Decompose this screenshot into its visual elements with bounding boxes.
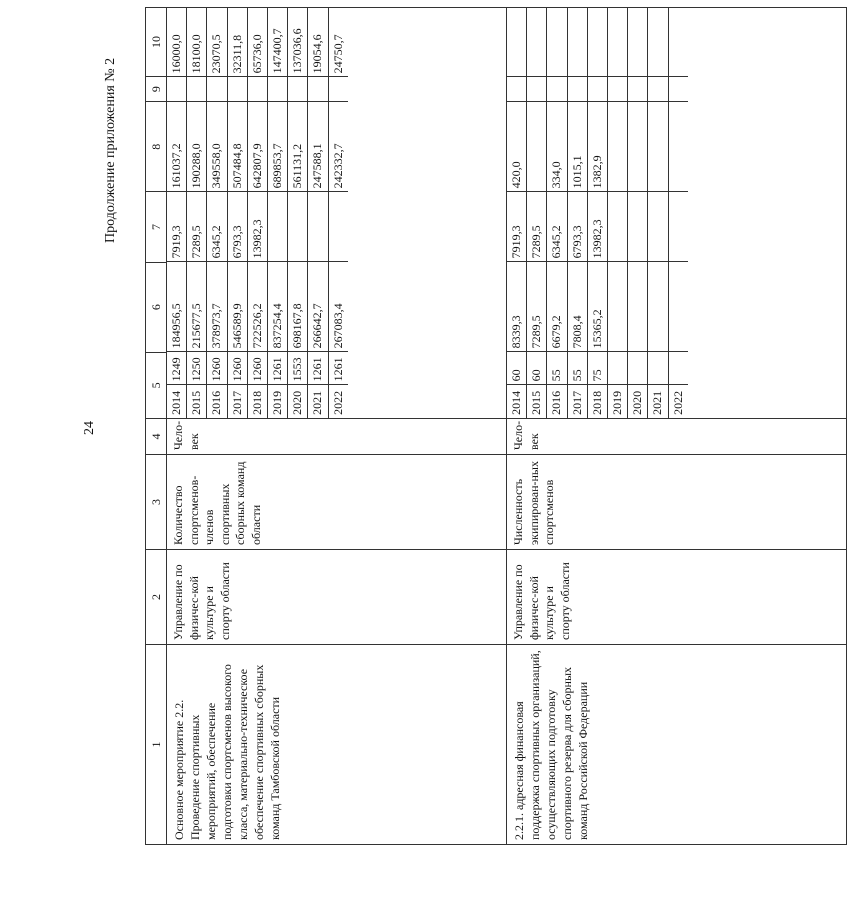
local-funding-cell — [668, 77, 688, 102]
total-funding-cell — [607, 262, 627, 352]
activity-description: 2.2.1. адресная финансовая поддержка спортивных организаций, осуществляющих подготовку спортивного резерва для сборных команд Российской Федерации — [507, 645, 847, 845]
year-cell: 2020 — [288, 385, 308, 418]
local-funding-cell — [308, 77, 328, 102]
year-row — [507, 8, 527, 418]
other-funding-cell: 147400,7 — [267, 8, 287, 77]
regional-funding-cell: 349558,0 — [207, 102, 227, 192]
local-funding-cell — [587, 77, 607, 102]
other-funding-cell: 19054,6 — [308, 8, 328, 77]
page-number: 24 — [82, 421, 97, 435]
header-row — [146, 7, 167, 844]
local-funding-cell — [607, 77, 627, 102]
responsible-executor: Управление по физичес-кой культуре и спорту области — [167, 550, 507, 645]
year-row — [607, 8, 627, 418]
header-col-5: 5 — [146, 352, 167, 418]
total-funding-cell: 698167,8 — [288, 262, 308, 352]
year-row — [527, 8, 547, 418]
header-col-3: 3 — [146, 455, 167, 550]
year-row — [187, 8, 207, 418]
regional-funding-cell: 689853,7 — [267, 102, 287, 192]
regional-funding-cell: 1382,9 — [587, 102, 607, 192]
year-row — [648, 8, 668, 418]
indicator-value-cell: 1553 — [288, 352, 308, 385]
regional-funding-cell: 561131,2 — [288, 102, 308, 192]
regional-funding-cell: 190288,0 — [187, 102, 207, 192]
indicator-value-cell — [648, 352, 668, 385]
local-funding-cell — [247, 77, 267, 102]
federal-funding-cell: 7919,3 — [507, 192, 527, 262]
year-row — [328, 8, 348, 418]
total-funding-cell: 266642,7 — [308, 262, 328, 352]
indicator-value-cell: 1261 — [267, 352, 287, 385]
total-funding-cell: 6679,2 — [547, 262, 567, 352]
total-funding-cell: 378973,7 — [207, 262, 227, 352]
local-funding-cell — [547, 77, 567, 102]
federal-funding-cell — [267, 192, 287, 262]
regional-funding-cell: 642807,9 — [247, 102, 267, 192]
total-funding-cell: 7289,5 — [527, 262, 547, 352]
indicator-value-cell: 60 — [507, 352, 527, 385]
header-col-8: 8 — [146, 102, 167, 192]
year-row — [267, 8, 287, 418]
local-funding-cell — [507, 77, 527, 102]
header-col-9: 9 — [146, 77, 167, 102]
indicator-value-cell: 1261 — [308, 352, 328, 385]
local-funding-cell — [288, 77, 308, 102]
other-funding-cell: 16000,0 — [167, 8, 187, 77]
appendix-table — [145, 7, 847, 845]
year-row — [668, 8, 688, 418]
federal-funding-cell: 6793,3 — [227, 192, 247, 262]
other-funding-cell: 18100,0 — [187, 8, 207, 77]
other-funding-cell — [587, 8, 607, 77]
year-cell: 2021 — [648, 385, 668, 418]
total-funding-cell — [628, 262, 648, 352]
federal-funding-cell — [668, 192, 688, 262]
header-col-1: 1 — [146, 645, 167, 845]
indicator-value-cell — [607, 352, 627, 385]
total-funding-cell: 837254,4 — [267, 262, 287, 352]
year-row — [167, 8, 187, 418]
regional-funding-cell — [607, 102, 627, 192]
year-cell: 2019 — [267, 385, 287, 418]
regional-funding-cell — [668, 102, 688, 192]
year-cell: 2021 — [308, 385, 328, 418]
regional-funding-cell: 247588,1 — [308, 102, 328, 192]
continuation-title: Продолжение приложения № 2 — [103, 57, 118, 243]
other-funding-cell — [628, 8, 648, 77]
indicator-value-cell: 1261 — [328, 352, 348, 385]
local-funding-cell — [567, 77, 587, 102]
indicator-value-cell: 1250 — [187, 352, 207, 385]
indicator-value-cell: 55 — [547, 352, 567, 385]
year-cell: 2019 — [607, 385, 627, 418]
other-funding-cell: 24750,7 — [330, 34, 345, 74]
year-row — [567, 8, 587, 418]
year-row — [207, 8, 227, 418]
other-funding-cell: 32311,8 — [227, 8, 247, 77]
regional-funding-cell: 507484,8 — [227, 102, 247, 192]
federal-funding-cell: 13982,3 — [247, 192, 267, 262]
federal-funding-cell: 6793,3 — [567, 192, 587, 262]
indicator-name: Количество спортсменов-членов спортивных сборных команд области — [167, 455, 507, 550]
total-funding-cell: 546589,9 — [227, 262, 247, 352]
yearly-values-table — [507, 8, 688, 418]
other-funding-cell — [607, 8, 627, 77]
federal-funding-cell — [607, 192, 627, 262]
indicator-value-cell — [668, 352, 688, 385]
total-funding-cell — [668, 262, 688, 352]
header-col-4: 4 — [146, 418, 167, 454]
local-funding-cell — [227, 77, 247, 102]
indicator-value-cell: 55 — [567, 352, 587, 385]
year-cell: 2016 — [547, 385, 567, 418]
federal-funding-cell — [288, 192, 308, 262]
indicator-value-cell: 1249 — [167, 352, 187, 385]
header-col-2: 2 — [146, 550, 167, 645]
federal-funding-cell — [628, 192, 648, 262]
unit-of-measure: Чело-век — [507, 418, 847, 454]
indicator-value-cell — [628, 352, 648, 385]
total-funding-cell: 7808,4 — [567, 262, 587, 352]
indicator-value-cell: 60 — [527, 352, 547, 385]
indicator-value-cell: 1260 — [227, 352, 247, 385]
indicator-name: Численность экипирован-ных спортсменов — [507, 455, 847, 550]
total-funding-cell: 15365,2 — [587, 262, 607, 352]
year-cell: 2015 — [187, 385, 207, 418]
regional-funding-cell: 1015,1 — [567, 102, 587, 192]
year-cell: 2017 — [227, 385, 247, 418]
federal-funding-cell: 7919,3 — [167, 192, 187, 262]
local-funding-cell — [167, 77, 187, 102]
total-funding-cell — [648, 262, 668, 352]
header-col-6: 6 — [146, 262, 167, 352]
other-funding-cell — [668, 8, 688, 77]
year-cell: 2014 — [507, 385, 527, 418]
other-funding-cell — [567, 8, 587, 77]
year-row — [587, 8, 607, 418]
local-funding-cell — [207, 77, 227, 102]
unit-of-measure: Чело-век — [167, 418, 507, 454]
regional-funding-cell: 420,0 — [507, 102, 527, 192]
indicator-value-cell: 1260 — [207, 352, 227, 385]
regional-funding-cell — [527, 102, 547, 192]
year-cell: 2018 — [587, 385, 607, 418]
year-row — [547, 8, 567, 418]
regional-funding-cell — [628, 102, 648, 192]
regional-funding-cell: 334,0 — [547, 102, 567, 192]
total-funding-cell: 8339,3 — [507, 262, 527, 352]
federal-funding-cell — [308, 192, 328, 262]
year-row — [227, 8, 247, 418]
block-row-main-activity — [167, 7, 507, 844]
other-funding-cell: 137036,6 — [288, 8, 308, 77]
other-funding-cell — [648, 8, 668, 77]
other-funding-cell — [507, 8, 527, 77]
indicator-value-cell: 75 — [587, 352, 607, 385]
year-cell: 2014 — [167, 385, 187, 418]
local-funding-cell — [527, 77, 547, 102]
local-funding-cell — [328, 77, 348, 102]
total-funding-cell: 722526,2 — [247, 262, 267, 352]
local-funding-cell — [267, 77, 287, 102]
total-funding-cell: 184956,5 — [167, 262, 187, 352]
yearly-values-table — [167, 8, 348, 418]
year-cell: 2017 — [567, 385, 587, 418]
other-funding-cell: 65736,0 — [247, 8, 267, 77]
year-row — [308, 8, 328, 418]
federal-funding-cell: 7289,5 — [527, 192, 547, 262]
total-funding-cell: 215677,5 — [187, 262, 207, 352]
year-cell: 2016 — [207, 385, 227, 418]
federal-funding-cell — [328, 192, 348, 262]
yearly-values — [507, 7, 847, 418]
regional-funding-cell: 242332,7 — [328, 102, 348, 192]
activity-description: Основное мероприятие 2.2. Проведение спортивных мероприятий, обеспечение подготовки спортсменов высокого класса, материально-техническое обеспечение спортивных сборных команд Тамбовской области — [167, 645, 507, 845]
year-cell: 2015 — [527, 385, 547, 418]
local-funding-cell — [628, 77, 648, 102]
indicator-value-cell: 1260 — [247, 352, 267, 385]
local-funding-cell — [187, 77, 207, 102]
header-col-7: 7 — [146, 192, 167, 262]
block-row-sub-activity — [507, 7, 847, 844]
year-cell: 2022 — [668, 385, 688, 418]
other-funding-cell — [547, 8, 567, 77]
regional-funding-cell — [648, 102, 668, 192]
year-cell: 2022 — [328, 385, 348, 418]
header-col-10: 10 — [146, 7, 167, 76]
year-row — [628, 8, 648, 418]
other-funding-cell — [527, 8, 547, 77]
federal-funding-cell: 7289,5 — [187, 192, 207, 262]
federal-funding-cell: 13982,3 — [587, 192, 607, 262]
year-cell: 2018 — [247, 385, 267, 418]
federal-funding-cell — [648, 192, 668, 262]
other-funding-cell: 23070,5 — [207, 8, 227, 77]
year-row — [288, 8, 308, 418]
year-row — [247, 8, 267, 418]
local-funding-cell — [648, 77, 668, 102]
year-cell: 2020 — [628, 385, 648, 418]
federal-funding-cell: 6345,2 — [547, 192, 567, 262]
total-funding-cell: 267083,4 — [328, 262, 348, 352]
yearly-values — [167, 7, 507, 418]
regional-funding-cell: 161037,2 — [167, 102, 187, 192]
responsible-executor: Управление по физичес-кой культуре и спорту области — [507, 550, 847, 645]
federal-funding-cell: 6345,2 — [207, 192, 227, 262]
